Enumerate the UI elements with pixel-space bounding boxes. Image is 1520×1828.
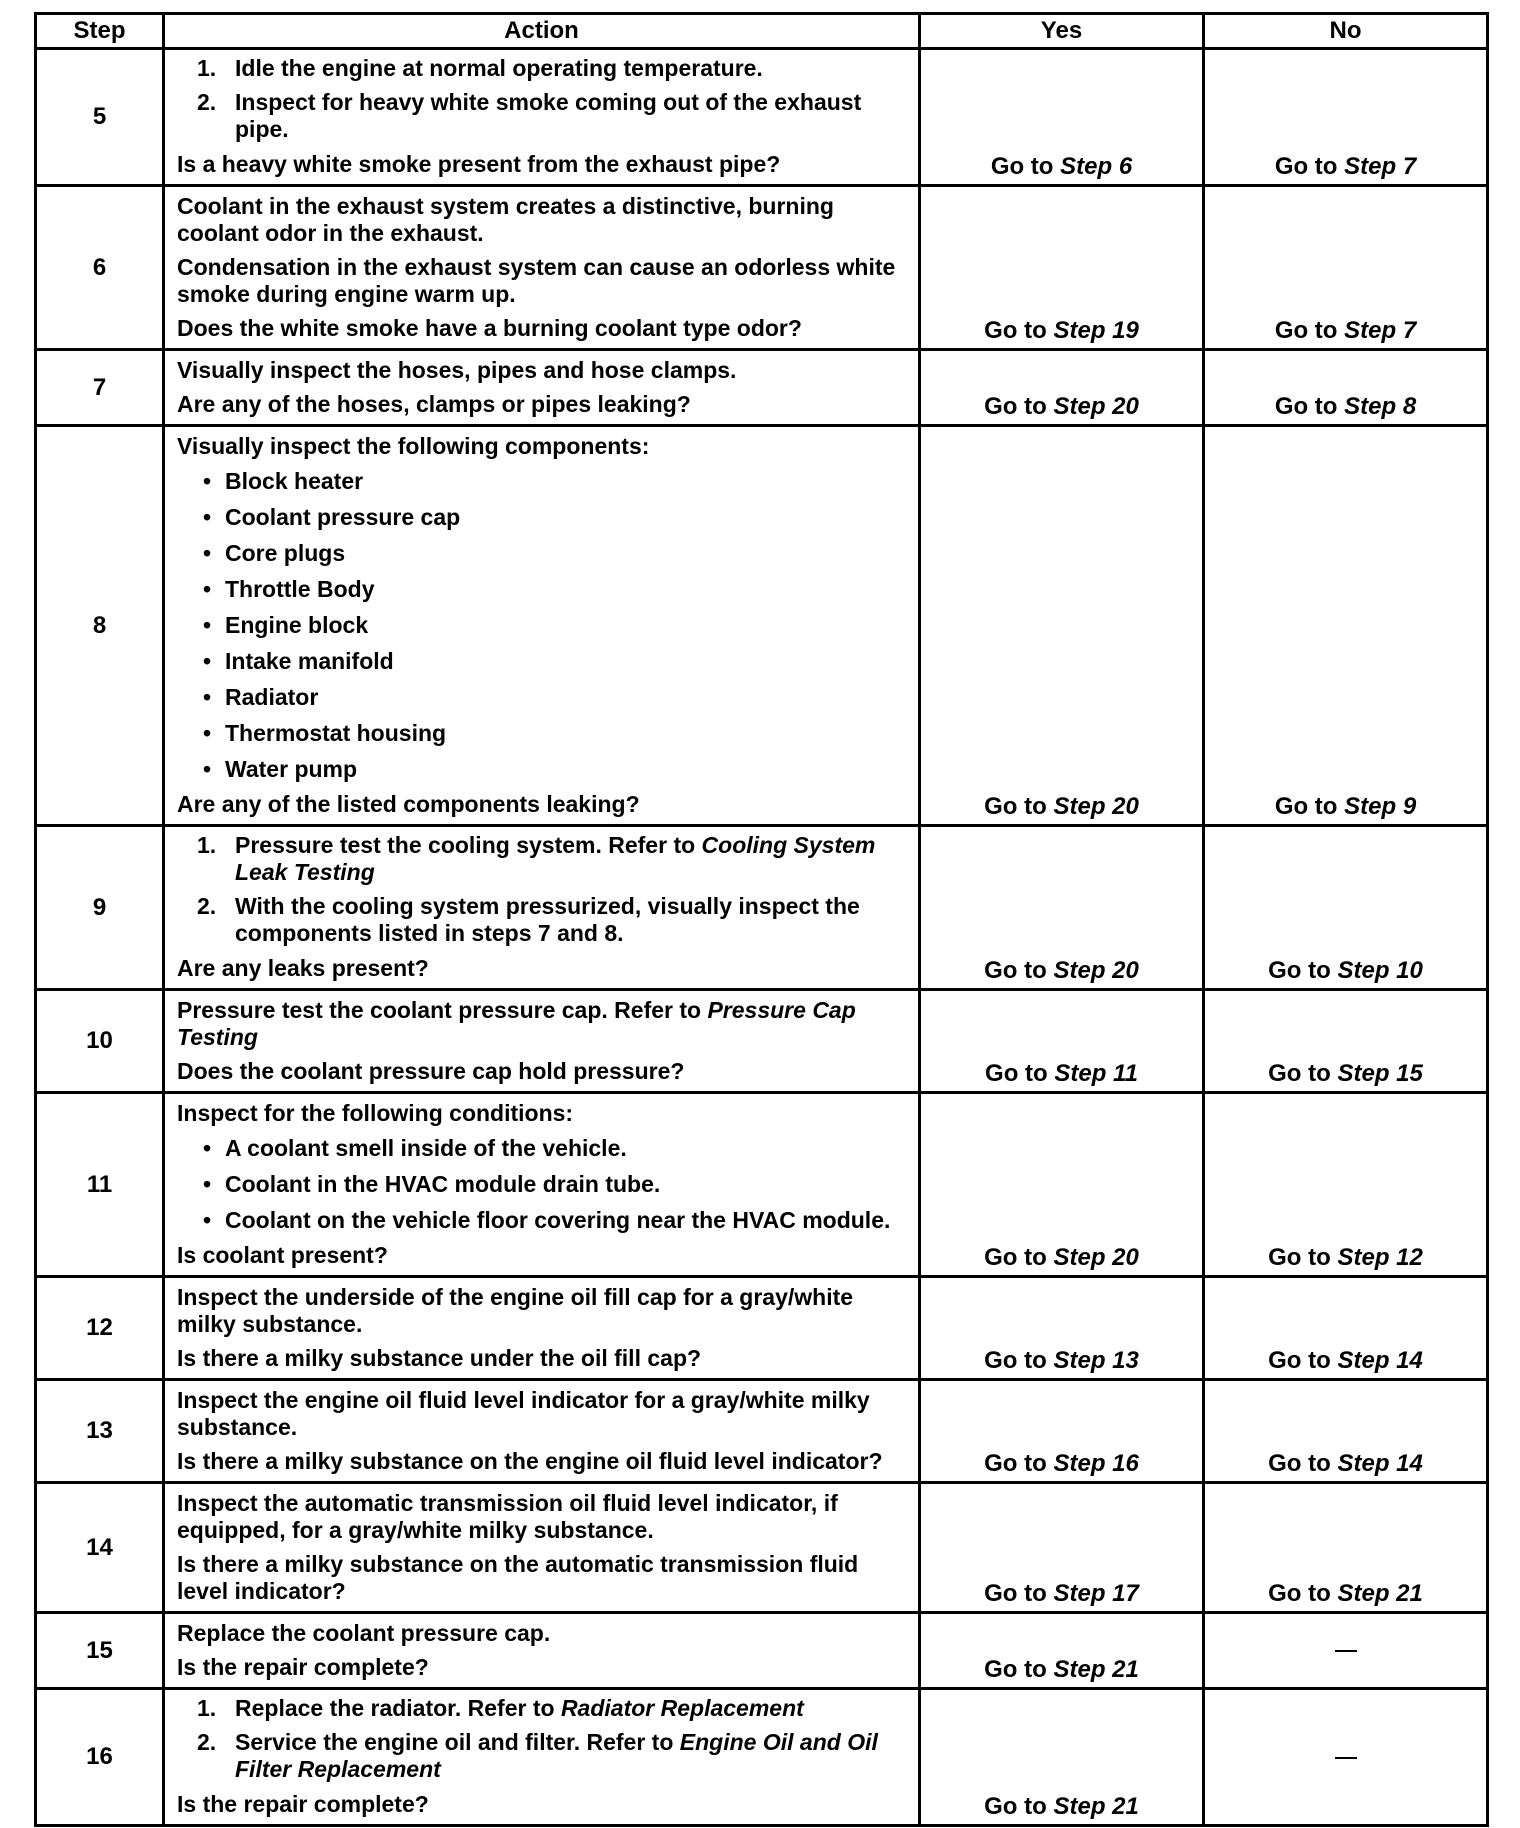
action-text: Is coolant present? <box>177 1242 388 1268</box>
dash-icon <box>1335 1650 1357 1652</box>
action-text: Inspect the underside of the engine oil fill cap for a gray/white milky substance. <box>177 1284 854 1337</box>
action-text: Core plugs <box>225 540 346 566</box>
goto-step-reference: Step 20 <box>1053 957 1139 984</box>
bullet-icon: • <box>203 576 212 602</box>
action-paragraph <box>177 1788 908 1822</box>
action-paragraph <box>177 430 908 464</box>
list-number: 1. <box>197 832 217 858</box>
action-paragraph <box>177 1384 908 1445</box>
no-cell <box>1204 426 1488 826</box>
action-cell <box>164 49 920 186</box>
goto-step-reference: Step 16 <box>1053 1450 1139 1477</box>
no-cell <box>1204 1277 1488 1380</box>
action-cell <box>164 186 920 350</box>
step-number: 12 <box>36 1277 164 1380</box>
dash-icon <box>1335 1757 1357 1759</box>
goto-text: Go to <box>1268 1060 1338 1087</box>
yes-cell <box>920 1380 1204 1483</box>
yes-cell <box>920 1689 1204 1826</box>
list-item <box>177 1203 908 1239</box>
action-text: Is there a milky substance on the automatic transmission fluid level indicator? <box>177 1551 859 1604</box>
action-text: Radiator <box>225 684 319 710</box>
list-number: 1. <box>197 1695 217 1721</box>
list-number: 1. <box>197 55 217 81</box>
goto-step-reference: Step 15 <box>1337 1060 1423 1087</box>
action-text: Water pump <box>225 756 358 782</box>
goto-step-reference: Step 9 <box>1344 793 1417 820</box>
list-item <box>177 1167 908 1203</box>
goto-text: Go to <box>985 1060 1055 1087</box>
no-cell <box>1204 49 1488 186</box>
action-paragraph <box>177 1487 908 1548</box>
action-cell <box>164 1613 920 1689</box>
bullet-icon: • <box>203 720 212 746</box>
reference-link-text: Pressure Cap Testing <box>177 997 856 1050</box>
action-paragraph <box>177 190 908 251</box>
action-text: Thermostat housing <box>225 720 447 746</box>
action-text: Service the engine oil and filter. Refer to <box>235 1729 680 1755</box>
yes-cell <box>920 826 1204 990</box>
goto-text: Go to <box>984 957 1054 984</box>
no-cell <box>1204 1613 1488 1689</box>
action-paragraph <box>177 1097 908 1131</box>
action-text: Is the repair complete? <box>177 1791 429 1817</box>
diagnostic-page <box>34 12 1486 1827</box>
goto-step-reference: Step 11 <box>1054 1060 1138 1087</box>
step-number: 11 <box>36 1093 164 1277</box>
goto-step-reference: Step 12 <box>1337 1244 1423 1271</box>
bullet-icon: • <box>203 504 212 530</box>
table-row <box>36 350 1488 426</box>
bullet-icon: • <box>203 612 212 638</box>
bullet-icon: • <box>203 1207 212 1233</box>
bullet-list <box>177 464 908 788</box>
table-row <box>36 990 1488 1093</box>
yes-cell <box>920 1613 1204 1689</box>
yes-cell <box>920 426 1204 826</box>
action-text: Condensation in the exhaust system can cause an odorless white smoke during engine warm up. <box>177 254 896 307</box>
table-row <box>36 1613 1488 1689</box>
action-cell <box>164 990 920 1093</box>
no-cell <box>1204 1689 1488 1826</box>
goto-step-reference: Step 13 <box>1053 1347 1139 1374</box>
action-text: Pressure test the cooling system. Refer to <box>235 832 702 858</box>
numbered-list <box>177 830 908 952</box>
action-text: Inspect for the following conditions: <box>177 1100 574 1126</box>
numbered-list <box>177 53 908 148</box>
action-cell <box>164 1277 920 1380</box>
header-step: Step <box>36 14 164 49</box>
action-paragraph <box>177 1651 908 1685</box>
goto-step-reference: Step 14 <box>1337 1347 1423 1374</box>
goto-step-reference: Step 7 <box>1344 153 1417 180</box>
header-action: Action <box>164 14 920 49</box>
action-cell <box>164 350 920 426</box>
goto-step-reference: Step 14 <box>1337 1450 1423 1477</box>
goto-text: Go to <box>990 153 1061 180</box>
no-cell <box>1204 186 1488 350</box>
goto-step-reference: Step 20 <box>1053 1244 1139 1271</box>
list-item <box>177 464 908 500</box>
action-text: A coolant smell inside of the vehicle. <box>225 1135 627 1161</box>
action-paragraph <box>177 1239 908 1273</box>
goto-step-reference: Step 21 <box>1053 1656 1139 1683</box>
action-text: Block heater <box>225 468 364 494</box>
action-text: Are any of the listed components leaking? <box>177 791 640 817</box>
step-number: 16 <box>36 1689 164 1826</box>
list-number: 2. <box>197 893 217 919</box>
action-paragraph <box>177 994 908 1055</box>
goto-text: Go to <box>1274 793 1345 820</box>
action-text: Replace the coolant pressure cap. <box>177 1620 551 1646</box>
goto-step-reference: Step 19 <box>1053 317 1139 344</box>
bullet-icon: • <box>203 1171 212 1197</box>
goto-text: Go to <box>1268 1580 1338 1607</box>
goto-text: Go to <box>984 1793 1054 1820</box>
action-text: Are any leaks present? <box>177 955 429 981</box>
list-item <box>177 891 908 952</box>
list-item <box>177 1693 908 1727</box>
step-number: 14 <box>36 1483 164 1613</box>
step-number: 10 <box>36 990 164 1093</box>
bullet-icon: • <box>203 756 212 782</box>
action-paragraph <box>177 1055 908 1089</box>
reference-link-text: Engine Oil and Oil Filter Replacement <box>235 1729 878 1782</box>
table-row <box>36 1277 1488 1380</box>
goto-text: Go to <box>984 1450 1054 1477</box>
goto-step-reference: Step 10 <box>1337 957 1423 984</box>
no-cell <box>1204 350 1488 426</box>
goto-text: Go to <box>984 1580 1054 1607</box>
action-text: With the cooling system pressurized, visually inspect the components listed in steps 7 and 8. <box>235 893 860 946</box>
no-cell <box>1204 826 1488 990</box>
bullet-icon: • <box>203 540 212 566</box>
yes-cell <box>920 1093 1204 1277</box>
action-text: Coolant in the exhaust system creates a distinctive, burning coolant odor in the exhaust. <box>177 193 834 246</box>
step-number: 15 <box>36 1613 164 1689</box>
yes-cell <box>920 350 1204 426</box>
goto-text: Go to <box>1274 317 1345 344</box>
table-row <box>36 186 1488 350</box>
goto-step-reference: Step 21 <box>1053 1793 1139 1820</box>
goto-text: Go to <box>1268 1244 1338 1271</box>
list-item <box>177 830 908 891</box>
goto-text: Go to <box>1274 153 1345 180</box>
goto-text: Go to <box>1268 1347 1338 1374</box>
list-item <box>177 644 908 680</box>
step-number: 6 <box>36 186 164 350</box>
diagnostic-table <box>34 12 1489 1827</box>
goto-step-reference: Step 7 <box>1344 317 1417 344</box>
action-text: Inspect the engine oil fluid level indicator for a gray/white milky substance. <box>177 1387 870 1440</box>
goto-text: Go to <box>984 1656 1054 1683</box>
header-row <box>36 14 1488 49</box>
list-item <box>177 716 908 752</box>
goto-text: Go to <box>984 317 1054 344</box>
action-text: Does the white smoke have a burning coolant type odor? <box>177 315 802 341</box>
goto-text: Go to <box>1268 957 1338 984</box>
action-paragraph <box>177 251 908 312</box>
action-text: Inspect for heavy white smoke coming out of the exhaust pipe. <box>235 89 862 142</box>
table-row <box>36 426 1488 826</box>
goto-text: Go to <box>984 793 1054 820</box>
action-paragraph <box>177 952 908 986</box>
step-number: 8 <box>36 426 164 826</box>
step-number: 7 <box>36 350 164 426</box>
action-text: Are any of the hoses, clamps or pipes leaking? <box>177 391 691 417</box>
goto-text: Go to <box>984 393 1054 420</box>
list-item <box>177 500 908 536</box>
action-text: Is there a milky substance on the engine oil fluid level indicator? <box>177 1448 883 1474</box>
no-cell <box>1204 1093 1488 1277</box>
bullet-icon: • <box>203 468 212 494</box>
goto-text: Go to <box>984 1347 1054 1374</box>
yes-cell <box>920 990 1204 1093</box>
action-cell <box>164 1380 920 1483</box>
table-row <box>36 49 1488 186</box>
list-number: 2. <box>197 1729 217 1755</box>
action-text: Replace the radiator. Refer to <box>235 1695 561 1721</box>
action-text: Idle the engine at normal operating temperature. <box>235 55 763 81</box>
action-paragraph <box>177 1342 908 1376</box>
yes-cell <box>920 186 1204 350</box>
bullet-icon: • <box>203 1135 212 1161</box>
action-paragraph <box>177 1548 908 1609</box>
table-row <box>36 826 1488 990</box>
action-text: Visually inspect the following components: <box>177 433 650 459</box>
header-yes: Yes <box>920 14 1204 49</box>
action-text: Is a heavy white smoke present from the exhaust pipe? <box>177 151 781 177</box>
action-cell <box>164 826 920 990</box>
action-paragraph <box>177 354 908 388</box>
table-body <box>36 49 1488 1826</box>
reference-link-text: Radiator Replacement <box>560 1695 804 1721</box>
no-cell <box>1204 990 1488 1093</box>
list-item <box>177 536 908 572</box>
goto-text: Go to <box>984 1244 1054 1271</box>
action-text: Coolant pressure cap <box>225 504 461 530</box>
table-row <box>36 1689 1488 1826</box>
table-row <box>36 1380 1488 1483</box>
action-paragraph <box>177 1281 908 1342</box>
action-paragraph <box>177 312 908 346</box>
action-text: Pressure test the coolant pressure cap. Refer to <box>177 997 708 1023</box>
goto-step-reference: Step 8 <box>1344 393 1417 420</box>
goto-step-reference: Step 17 <box>1053 1580 1139 1607</box>
action-text: Engine block <box>225 612 369 638</box>
action-text: Is there a milky substance under the oil fill cap? <box>177 1345 702 1371</box>
no-cell <box>1204 1380 1488 1483</box>
yes-cell <box>920 1483 1204 1613</box>
action-cell <box>164 1483 920 1613</box>
bullet-list <box>177 1131 908 1239</box>
action-text: Coolant on the vehicle floor covering near the HVAC module. <box>225 1207 891 1233</box>
step-number: 9 <box>36 826 164 990</box>
list-item <box>177 572 908 608</box>
list-number: 2. <box>197 89 217 115</box>
action-text: Inspect the automatic transmission oil fluid level indicator, if equipped, for a gray/white milky substance. <box>177 1490 838 1543</box>
goto-text: Go to <box>1268 1450 1338 1477</box>
action-cell <box>164 1689 920 1826</box>
bullet-icon: • <box>203 684 212 710</box>
action-text: Is the repair complete? <box>177 1654 429 1680</box>
yes-cell <box>920 1277 1204 1380</box>
yes-cell <box>920 49 1204 186</box>
action-text: Coolant in the HVAC module drain tube. <box>225 1171 661 1197</box>
list-item <box>177 1727 908 1788</box>
no-cell <box>1204 1483 1488 1613</box>
list-item <box>177 1131 908 1167</box>
header-no: No <box>1204 14 1488 49</box>
action-paragraph <box>177 148 908 182</box>
action-paragraph <box>177 1617 908 1651</box>
goto-text: Go to <box>1274 393 1345 420</box>
list-item <box>177 752 908 788</box>
table-row <box>36 1483 1488 1613</box>
action-cell <box>164 426 920 826</box>
list-item <box>177 608 908 644</box>
step-number: 13 <box>36 1380 164 1483</box>
goto-step-reference: Step 20 <box>1053 393 1139 420</box>
action-paragraph <box>177 1445 908 1479</box>
list-item <box>177 53 908 87</box>
step-number: 5 <box>36 49 164 186</box>
list-item <box>177 680 908 716</box>
action-text: Throttle Body <box>225 576 375 602</box>
list-item <box>177 87 908 148</box>
action-paragraph <box>177 388 908 422</box>
action-text: Intake manifold <box>225 648 394 674</box>
action-paragraph <box>177 788 908 822</box>
table-row <box>36 1093 1488 1277</box>
bullet-icon: • <box>203 648 212 674</box>
goto-step-reference: Step 6 <box>1060 153 1133 180</box>
goto-step-reference: Step 20 <box>1053 793 1139 820</box>
action-text: Does the coolant pressure cap hold pressure? <box>177 1058 685 1084</box>
goto-step-reference: Step 21 <box>1337 1580 1423 1607</box>
action-cell <box>164 1093 920 1277</box>
numbered-list <box>177 1693 908 1788</box>
reference-link-text: Cooling System Leak Testing <box>235 832 876 885</box>
action-text: Visually inspect the hoses, pipes and hose clamps. <box>177 357 737 383</box>
